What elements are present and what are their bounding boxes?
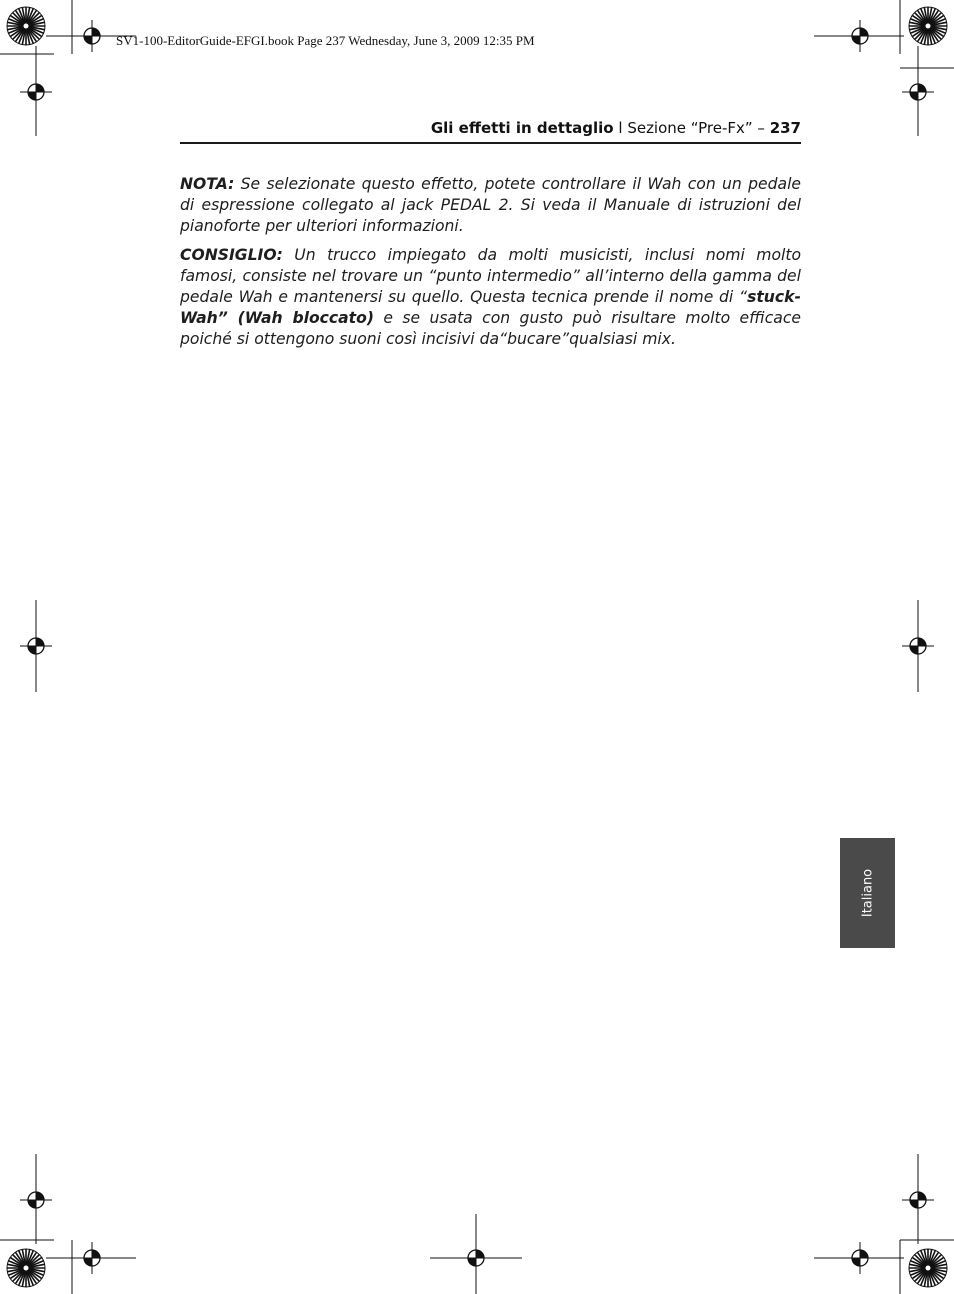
tip-paragraph — [180, 245, 801, 350]
side-tab-label: Italiano — [860, 868, 875, 918]
print-slug-line: SV1-100-EditorGuide-EFGI.book Page 237 Wednesday, June 3, 2009 12:35 PM — [116, 33, 535, 48]
header-chapter-title: Gli effetti in dettaglio — [430, 119, 614, 137]
note-text: Se selezionate questo effetto, potete controllare il Wah con un pedale di espressione collegato al jack PEDAL 2. Si veda il Manuale di istruzioni del pianoforte per ulteriori informazioni. — [180, 175, 801, 235]
tip-text-before: Un trucco impiegato da molti musicisti, inclusi nomi molto famosi, consiste nel trovare un “punto intermedio” all’interno della gamma del pedale Wah e mantenersi su quello. Questa tecnica prende il nome di “ — [180, 246, 801, 306]
header-rule — [180, 142, 801, 144]
header-separator: l — [613, 119, 628, 137]
running-header — [180, 118, 801, 138]
body-text — [180, 174, 801, 358]
page-number: 237 — [769, 119, 801, 137]
tip-text-after: e se usata con gusto può risultare molto efficace poiché si ottengono suoni così incisivi da“bucare”qualsiasi mix. — [180, 309, 801, 348]
note-paragraph — [180, 174, 801, 237]
tip-bold-term: stuck-Wah” (Wah bloccato) — [180, 288, 801, 327]
header-section: Sezione “Pre-Fx” — [627, 119, 758, 137]
language-side-tab — [840, 838, 895, 948]
note-label: NOTA: — [180, 175, 235, 193]
header-dash: – — [757, 119, 770, 137]
tip-label: CONSIGLIO: — [180, 246, 283, 264]
